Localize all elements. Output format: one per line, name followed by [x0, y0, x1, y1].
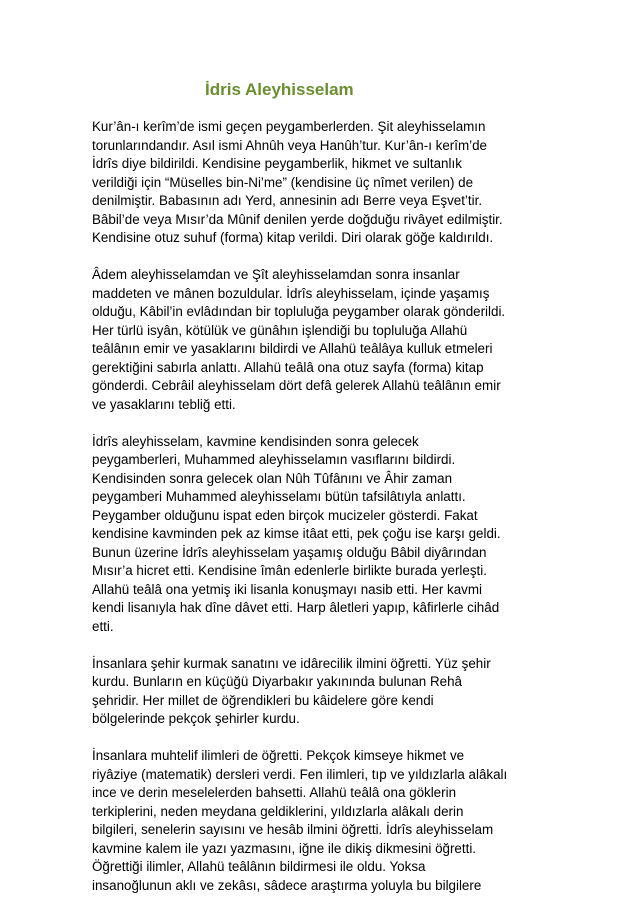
text-line: Kur’ân-ı kerîm’de ismi geçen peygamberlerden. Şit aleyhisselamın [92, 119, 486, 134]
text-line: ve yasaklarını tebliğ etti. [92, 396, 236, 412]
text-line: terkiplerini, neden meydana geldiklerini, yıldızlarla alâkalı derin [92, 803, 464, 819]
text-line: verildiği için “Müselles bin-Ni’me” (kendisine üç nîmet verilen) de [92, 174, 474, 190]
text-line: ince ve derin meselelerden bahsetti. Allahü teâlâ ona göklerin [92, 785, 457, 800]
text-line: Kendisine otuz suhuf (forma) kitap verildi. Diri olarak göğe kaldırıldı. [92, 230, 494, 245]
paragraph [92, 118, 552, 248]
text-line: kendi lisanıyla hak dîne dâvet etti. Harp âletleri yapıp, kâfirlerle cihâd [92, 600, 500, 615]
text-line: peygamberleri, Muhammed aleyhisselamın vasıflarını bildirdi. [92, 452, 456, 467]
text-line: şehridir. Her millet de öğrendikleri bu kâidelere göre kendi [92, 692, 434, 708]
paragraph [92, 433, 552, 637]
text-line: torunlarındandır. Asıl ismi Ahnûh veya Hanûh’tur. Kur’ân-ı kerîm’de [92, 137, 487, 153]
text-line: bilgileri, senelerin sayısını ve hesâb ilmini öğretti. İdrîs aleyhisselam [92, 822, 494, 837]
document-title: İdris Aleyhisselam [205, 80, 354, 99]
document-body [92, 118, 552, 895]
text-line: Peygamber olduğunu ispat eden birçok mucizeler gösterdi. Fakat [92, 507, 478, 523]
text-line: Her türlü isyân, kötülük ve günâhın işlendiği bu topluluğa Allahü [92, 322, 468, 338]
text-line: İnsanlara muhtelif ilimleri de öğretti. Pekçok kimseye hikmet ve [92, 748, 465, 763]
text-line: gönderdi. Cebrâil aleyhisselam dört defâ gelerek Allahü teâlânın emir [92, 378, 501, 393]
text-line: kurdu. Bunların en küçüğü Diyarbakır yakınında bulunan Rehâ [92, 674, 462, 689]
text-line: kavmine kalem ile yazı yazmasını, iğne ile dikiş dikmesini öğretti. [92, 840, 477, 856]
text-line: Mısır’a hicret etti. Kendisine îmân edenlerle birlikte burada yerleşti. [92, 563, 487, 578]
text-line: riyâziye (matematik) dersleri verdi. Fen ilimleri, tıp ve yıldızlarla alâkalı [92, 766, 508, 782]
text-line: teâlânın emir ve yasaklarını bildirdi ve Allahü teâlâya kulluk etmeleri [92, 341, 493, 356]
text-line: İdrîs aleyhisselam, kavmine kendisinden sonra gelecek [92, 433, 419, 449]
text-line: Öğrettiği ilimler, Allahü teâlânın bildirmesi ile oldu. Yoksa [92, 859, 426, 874]
text-line: İdrîs diye bildirildi. Kendisine peygamberlik, hikmet ve sultanlık [92, 156, 462, 171]
text-line: etti. [92, 618, 114, 634]
text-line: kendisine kavminden pek az kimse itâat etti, pek çoğu ise karşı geldi. [92, 526, 501, 541]
text-line: olduğu, Kâbil’in evlâdından bir topluluğa peygamber olarak gönderildi. [92, 304, 506, 319]
text-line: denilmiştir. Babasının adı Yerd, annesinin adı Berre veya Eşvet’tir. [92, 193, 483, 208]
paragraph [92, 747, 552, 895]
text-line: peygamberi Muhammed aleyhisselamı bütün tafsilâtıyla anlattı. [92, 489, 466, 504]
text-line: bölgelerinde pekçok şehirler kurdu. [92, 711, 300, 726]
paragraph [92, 655, 552, 729]
text-line: gerektiğini sabırla anlattı. Allahü teâlâ ona otuz sayfa (forma) kitap [92, 359, 484, 375]
text-line: maddeten ve mânen bozuldular. İdrîs aleyhisselam, içinde yaşamış [92, 285, 490, 301]
paragraph [92, 266, 552, 414]
text-line: Allahü teâlâ ona yetmiş iki lisanla konuşmayı nasib etti. Her kavmi [92, 581, 482, 597]
text-line: Bunun üzerine İdrîs aleyhisselam yaşamış olduğu Bâbil diyârından [92, 544, 487, 560]
text-line: İnsanlara şehir kurmak sanatını ve idârecilik ilmini öğretti. Yüz şehir [92, 655, 491, 671]
document-page [92, 80, 552, 914]
text-line: insanoğlunun aklı ve zekâsı, sâdece araştırma yoluyla bu bilgilere [92, 877, 482, 893]
text-line: Bâbil’de veya Mısır’da Mûnif denilen yerde doğduğu rivâyet edilmiştir. [92, 211, 503, 227]
text-line: Âdem aleyhisselamdan ve Şît aleyhisselamdan sonra insanlar [92, 267, 460, 282]
text-line: Kendisinden sonra gelecek olan Nûh Tûfânını ve Âhir zaman [92, 470, 453, 486]
